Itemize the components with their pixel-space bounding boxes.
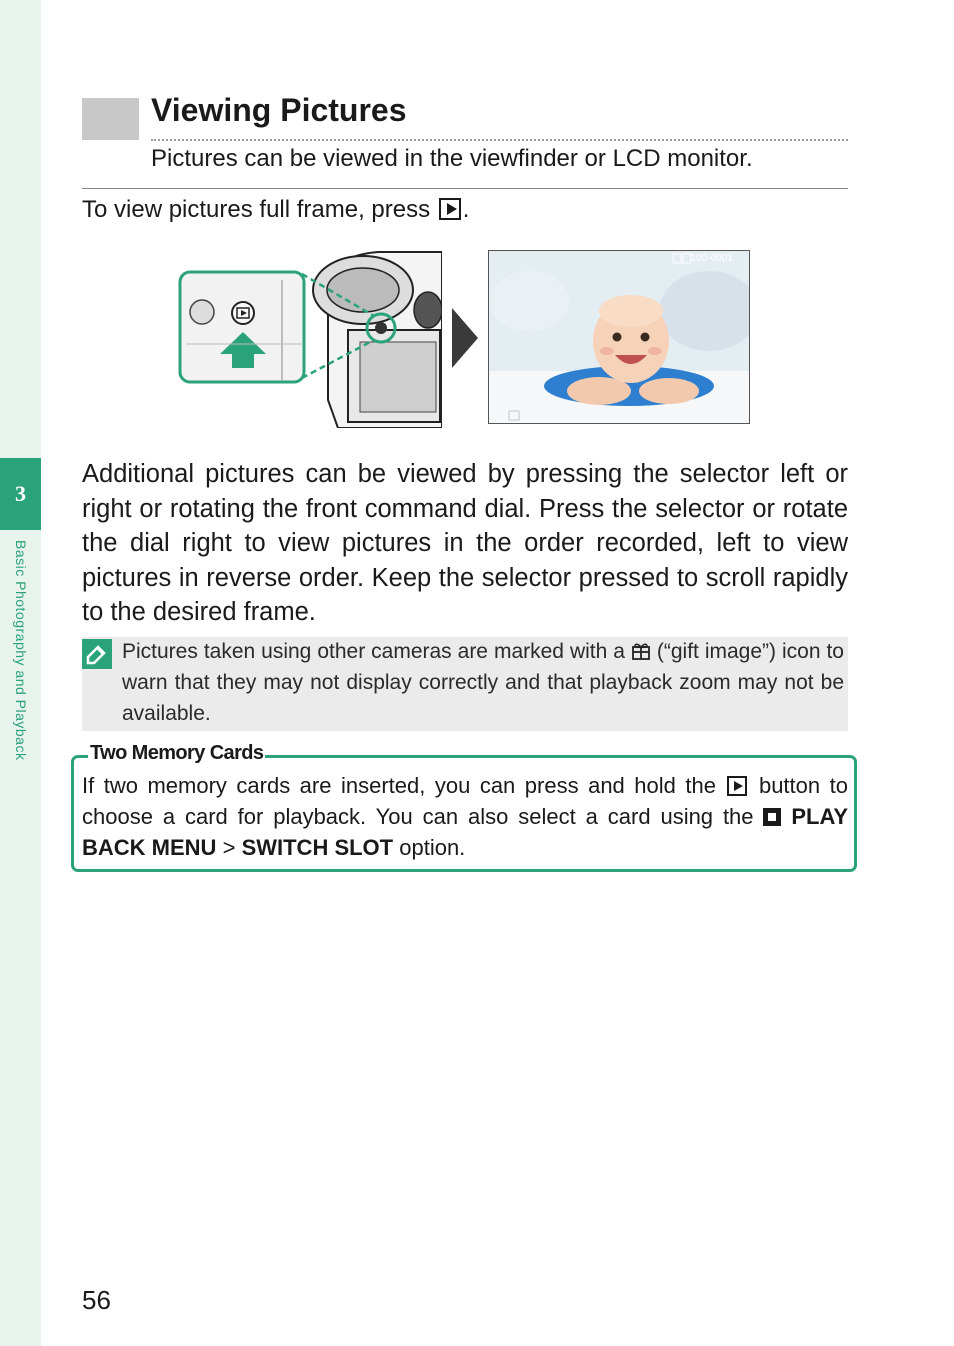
playback-menu-name: PLAY BACK MENU [82, 804, 848, 860]
two-memory-cards-title: Two Memory Cards [90, 742, 264, 764]
two-memory-cards-text [82, 770, 848, 863]
note-pencil-icon [82, 639, 112, 669]
header-rule [82, 188, 848, 189]
memory-text-part-1: If two memory cards are inserted, you can press and hold the [82, 773, 716, 798]
playback-button-icon-inline [727, 776, 747, 796]
baby-photo-image [489, 251, 750, 424]
body-paragraph: Additional pictures can be viewed by pressing the selector left or right or rotating the front command dial. Press the selector or rotate the dial right to view pictures in the order recorded, left to view pictures in reverse order. Keep the selector pressed to scroll rapidly to the desired frame. [82, 460, 848, 626]
memory-text-part-3: option. [399, 835, 466, 860]
title-marker [82, 98, 139, 140]
intro-line [82, 196, 469, 224]
playback-photo [488, 250, 750, 424]
page-subtitle: Pictures can be viewed in the viewfinder or LCD monitor. [151, 145, 753, 172]
memory-text-part-2: button to choose a card for playback. You can also select a card using the [82, 773, 848, 829]
page-number: 56 [82, 1285, 111, 1315]
intro-text: To view pictures full frame, press [82, 196, 431, 223]
next-arrow-icon [452, 308, 478, 368]
photo-file-number: 100-0001 [690, 253, 733, 264]
camera-playback-button-illustration [178, 250, 442, 428]
note-text-part-1: Pictures taken using other cameras are marked with a [122, 640, 625, 663]
intro-period: . [462, 196, 470, 223]
note-text [122, 636, 844, 729]
note-text-part-2: (“gift image”) icon to warn that they may not display correctly and that playback zoom may not be available. [122, 640, 844, 725]
menu-separator: > [222, 835, 236, 860]
gift-image-icon [631, 642, 651, 660]
switch-slot-option: SWITCH SLOT [241, 835, 394, 860]
playback-button-icon [439, 198, 461, 220]
page-title: Viewing Pictures [151, 92, 407, 128]
chapter-number: 3 [15, 481, 26, 506]
chapter-tab [0, 458, 41, 530]
title-dotted-divider [151, 139, 848, 141]
chapter-label: Basic Photography and Playback [13, 540, 29, 761]
playback-menu-icon [763, 808, 781, 826]
